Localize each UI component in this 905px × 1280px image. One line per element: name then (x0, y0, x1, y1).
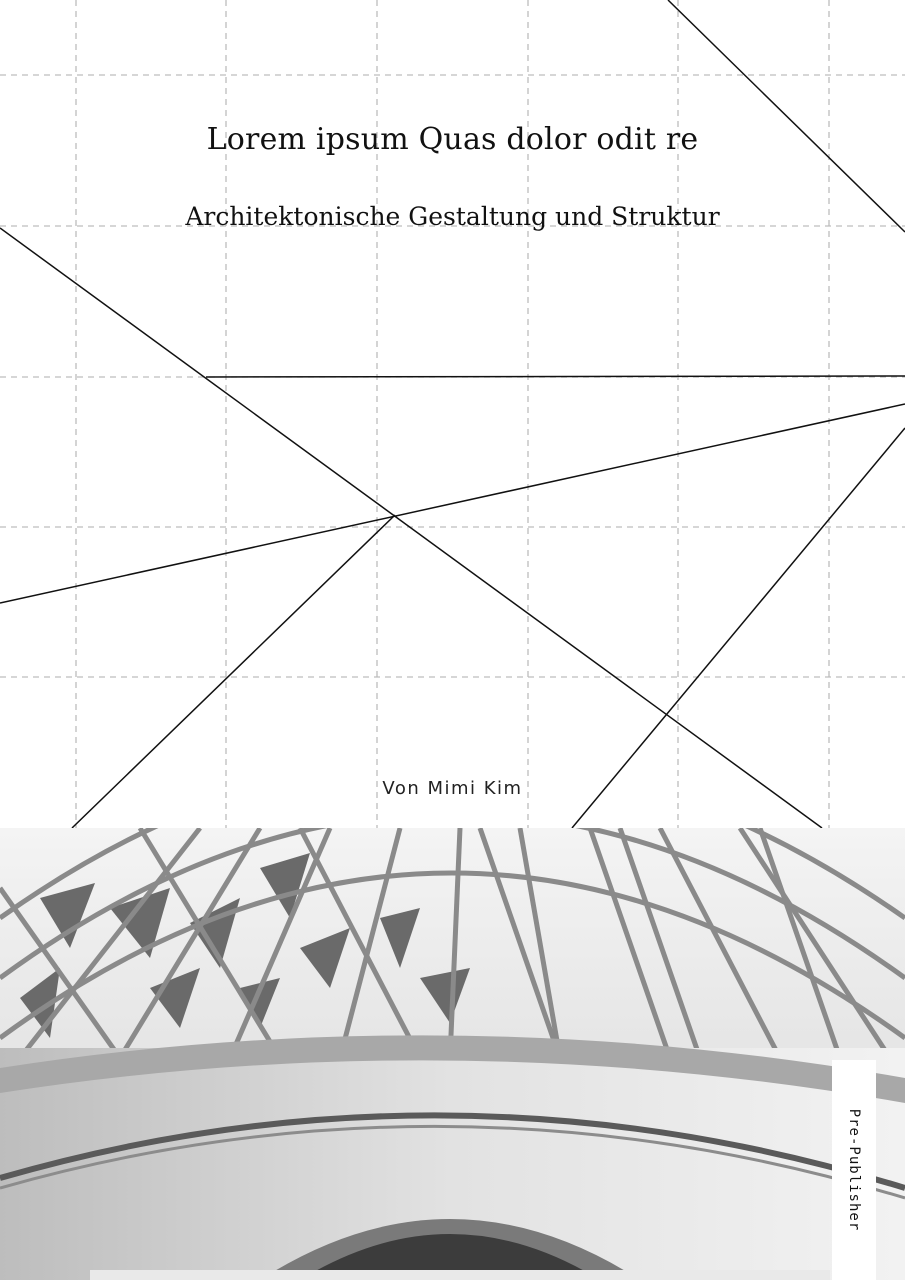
cover-photo (0, 828, 905, 1280)
book-subtitle: Architektonische Gestaltung und Struktur (185, 202, 720, 231)
publisher-name: Pre-Publisher (846, 1108, 862, 1232)
dome-roof-image (0, 828, 905, 1280)
book-title: Lorem ipsum Quas dolor odit re (206, 122, 699, 157)
author-name: Von Mimi Kim (382, 778, 523, 799)
publisher-tab (832, 1060, 876, 1280)
